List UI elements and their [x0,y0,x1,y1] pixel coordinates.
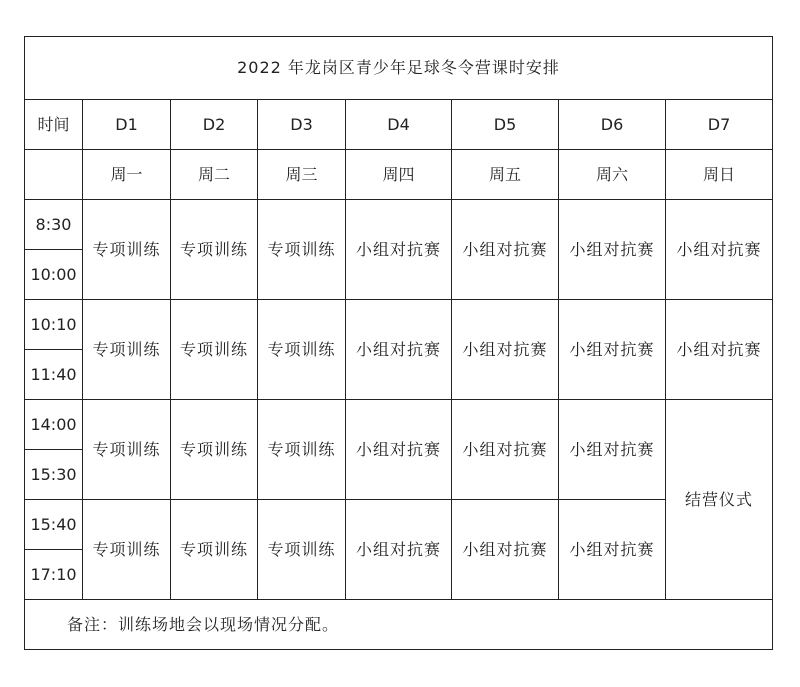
activity-cell: 小组对抗赛 [452,400,559,500]
activity-cell: 小组对抗赛 [346,300,452,400]
page-title: 2022 年龙岗区青少年足球冬令营课时安排 [25,37,773,100]
footnote: 备注：训练场地会以现场情况分配。 [25,600,773,650]
weekday-label: 周二 [171,150,258,200]
time-header: 时间 [25,100,83,150]
session-end-time: 10:00 [25,250,83,300]
session-end-time: 11:40 [25,350,83,400]
activity-cell: 小组对抗赛 [559,300,666,400]
session-row [25,500,773,550]
activity-cell: 小组对抗赛 [559,200,666,300]
activity-cell: 小组对抗赛 [346,400,452,500]
activity-cell: 小组对抗赛 [452,300,559,400]
weekday-row [25,150,773,200]
day-label: D7 [666,100,773,150]
activity-cell: 专项训练 [83,300,171,400]
session-start-time: 10:10 [25,300,83,350]
weekday-label: 周日 [666,150,773,200]
activity-cell: 专项训练 [258,300,346,400]
activity-cell: 专项训练 [83,400,171,500]
day-label: D3 [258,100,346,150]
activity-cell: 专项训练 [171,200,258,300]
schedule-table [24,36,773,650]
activity-cell: 小组对抗赛 [559,400,666,500]
session-row [25,300,773,350]
weekday-label: 周五 [452,150,559,200]
activity-cell: 小组对抗赛 [346,500,452,600]
activity-cell: 专项训练 [171,400,258,500]
weekday-label: 周三 [258,150,346,200]
session-start-time: 15:40 [25,500,83,550]
day-label: D1 [83,100,171,150]
activity-cell: 专项训练 [171,300,258,400]
session-start-time: 14:00 [25,400,83,450]
activity-cell: 专项训练 [258,500,346,600]
session-row [25,400,773,450]
day-label: D5 [452,100,559,150]
activity-cell: 小组对抗赛 [346,200,452,300]
activity-cell: 专项训练 [258,400,346,500]
weekday-label: 周四 [346,150,452,200]
day-label: D4 [346,100,452,150]
activity-cell: 小组对抗赛 [666,300,773,400]
session-row [25,200,773,250]
day-label: D6 [559,100,666,150]
day-header-row [25,100,773,150]
weekday-label: 周六 [559,150,666,200]
weekday-label: 周一 [83,150,171,200]
activity-cell: 专项训练 [83,500,171,600]
closing-ceremony-cell: 结营仪式 [666,400,773,600]
activity-cell: 专项训练 [171,500,258,600]
activity-cell: 小组对抗赛 [559,500,666,600]
session-end-time: 15:30 [25,450,83,500]
activity-cell: 小组对抗赛 [452,500,559,600]
activity-cell: 小组对抗赛 [452,200,559,300]
session-start-time: 8:30 [25,200,83,250]
day-label: D2 [171,100,258,150]
empty-cell [25,150,83,200]
activity-cell: 专项训练 [83,200,171,300]
activity-cell: 专项训练 [258,200,346,300]
session-end-time: 17:10 [25,550,83,600]
activity-cell: 小组对抗赛 [666,200,773,300]
